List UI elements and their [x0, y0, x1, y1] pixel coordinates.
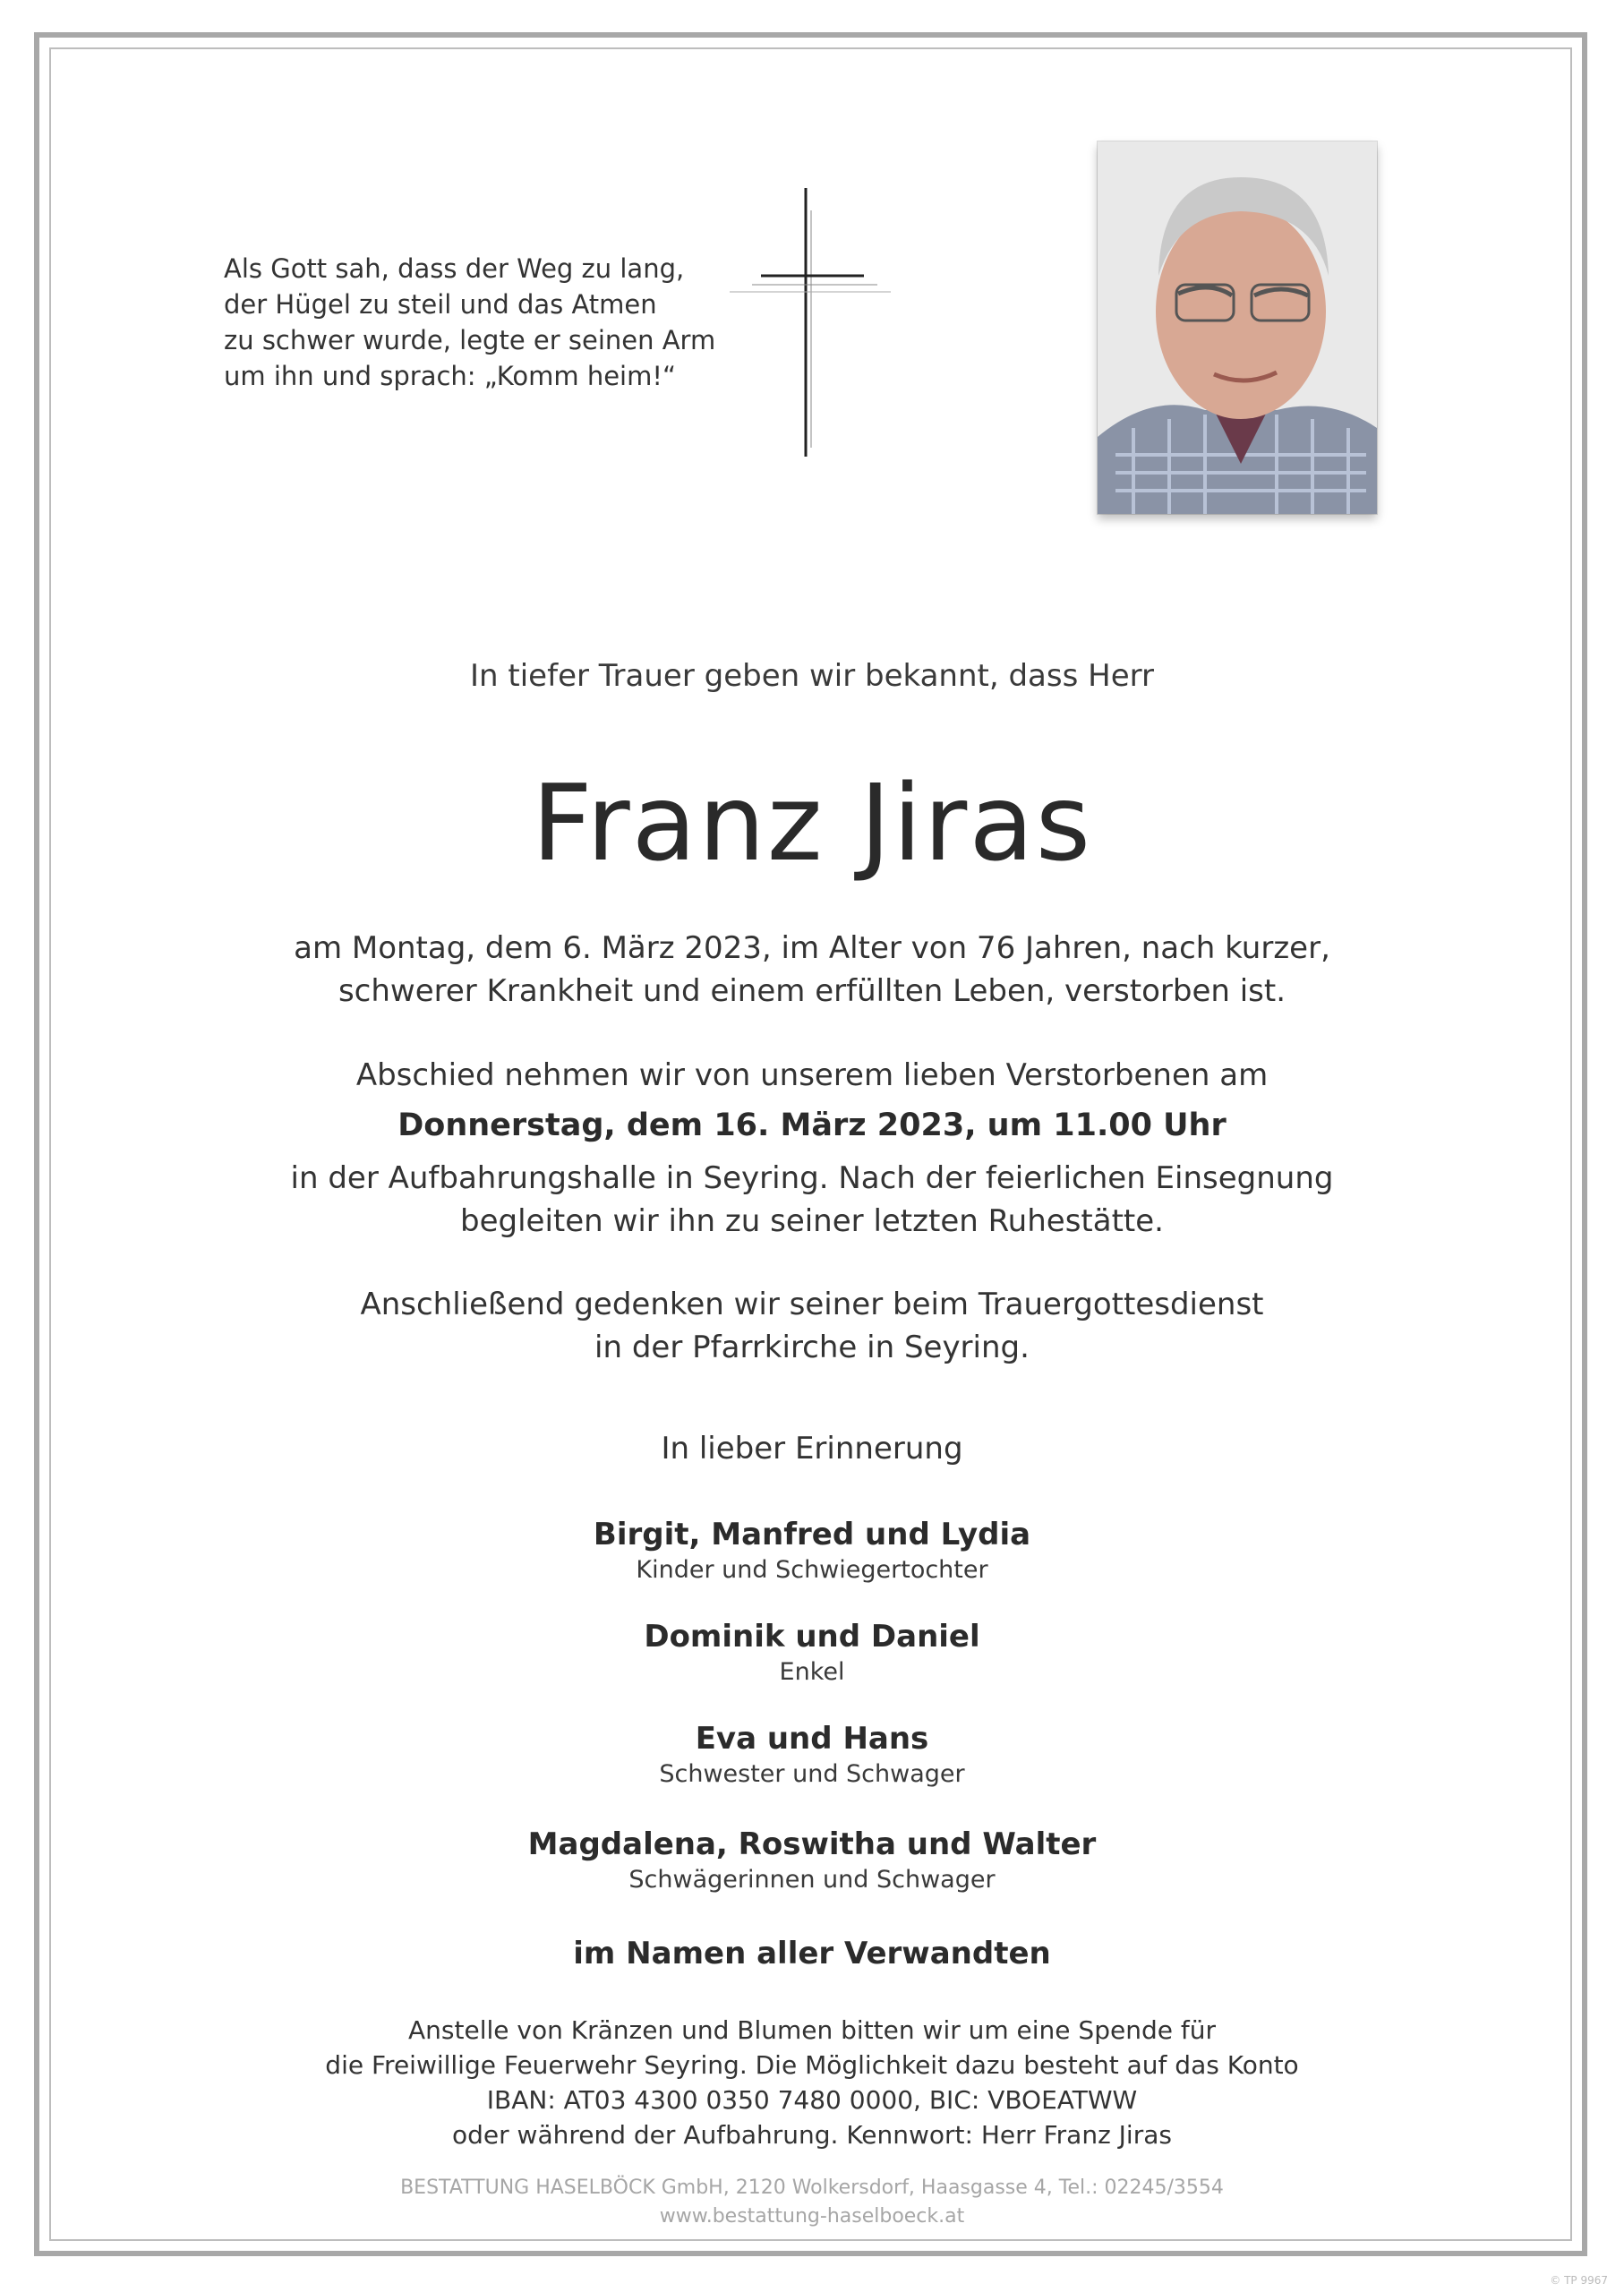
- death-notice-line: schwerer Krankheit und einem erfüllten Leben, verstorben ist.: [338, 973, 1286, 1009]
- death-notice-line: am Montag, dem 6. März 2023, im Alter von 76 Jahren, nach kurzer,: [294, 930, 1330, 966]
- farewell-place-line: in der Aufbahrungshalle in Seyring. Nach der feierlichen Einsegnung: [290, 1160, 1334, 1196]
- poem-line: der Hügel zu steil und das Atmen: [224, 289, 657, 320]
- closing-line: im Namen aller Verwandten: [573, 1936, 1051, 1971]
- family-group: [0, 1720, 1624, 1792]
- intro-text: In tiefer Trauer geben wir bekannt, dass Herr: [470, 658, 1154, 694]
- family-group: [0, 1516, 1624, 1587]
- family-names: Magdalena, Roswitha und Walter: [527, 1826, 1097, 1862]
- footer-website[interactable]: www.bestattung-haselboeck.at: [659, 2205, 965, 2228]
- memory-heading: In lieber Erinnerung: [661, 1431, 963, 1467]
- donation-line: IBAN: AT03 4300 0350 7480 0000, BIC: VBOEATWW: [486, 2085, 1138, 2115]
- family-names: Eva und Hans: [695, 1721, 929, 1757]
- farewell-intro: Abschied nehmen wir von unserem lieben Verstorbenen am: [355, 1057, 1269, 1093]
- family-relation: Enkel: [779, 1658, 845, 1686]
- farewell-place-line: begleiten wir ihn zu seiner letzten Ruhestätte.: [460, 1203, 1164, 1239]
- mass-notice: [0, 1283, 1624, 1369]
- donation-notice: [0, 2013, 1624, 2152]
- family-relation: Schwester und Schwager: [659, 1760, 965, 1788]
- poem-line: Als Gott sah, dass der Weg zu lang,: [224, 253, 685, 284]
- family-group: [0, 1618, 1624, 1689]
- footer-company: BESTATTUNG HASELBÖCK GmbH, 2120 Wolkersdorf, Haasgasse 4, Tel.: 02245/3554: [400, 2177, 1224, 2199]
- poem-line: zu schwer wurde, legte er seinen Arm: [224, 325, 716, 355]
- donation-line: die Freiwillige Feuerwehr Seyring. Die Möglichkeit dazu besteht auf das Konto: [325, 2050, 1299, 2080]
- family-relation: Schwägerinnen und Schwager: [628, 1866, 996, 1894]
- portrait-photo: [1098, 141, 1377, 514]
- donation-line: oder während der Aufbahrung. Kennwort: Herr Franz Jiras: [452, 2120, 1172, 2150]
- family-names: Birgit, Manfred und Lydia: [593, 1517, 1031, 1552]
- mass-line: in der Pfarrkirche in Seyring.: [594, 1330, 1030, 1365]
- cross-icon: [730, 188, 895, 466]
- donation-line: Anstelle von Kränzen und Blumen bitten wir um eine Spende für: [408, 2015, 1216, 2045]
- corner-mark: © TP 9967: [1550, 2274, 1608, 2287]
- farewell-place: [0, 1157, 1624, 1243]
- farewell-date: Donnerstag, dem 16. März 2023, um 11.00 Uhr: [397, 1108, 1227, 1143]
- poem: [224, 251, 725, 394]
- death-notice: [0, 927, 1624, 1013]
- family-names: Dominik und Daniel: [644, 1619, 980, 1655]
- poem-line: um ihn und sprach: „Komm heim!“: [224, 361, 676, 391]
- family-relation: Kinder und Schwiegertochter: [636, 1556, 988, 1584]
- family-group: [0, 1826, 1624, 1897]
- deceased-name: Franz Jiras: [531, 761, 1093, 885]
- mass-line: Anschließend gedenken wir seiner beim Trauergottesdienst: [360, 1287, 1264, 1322]
